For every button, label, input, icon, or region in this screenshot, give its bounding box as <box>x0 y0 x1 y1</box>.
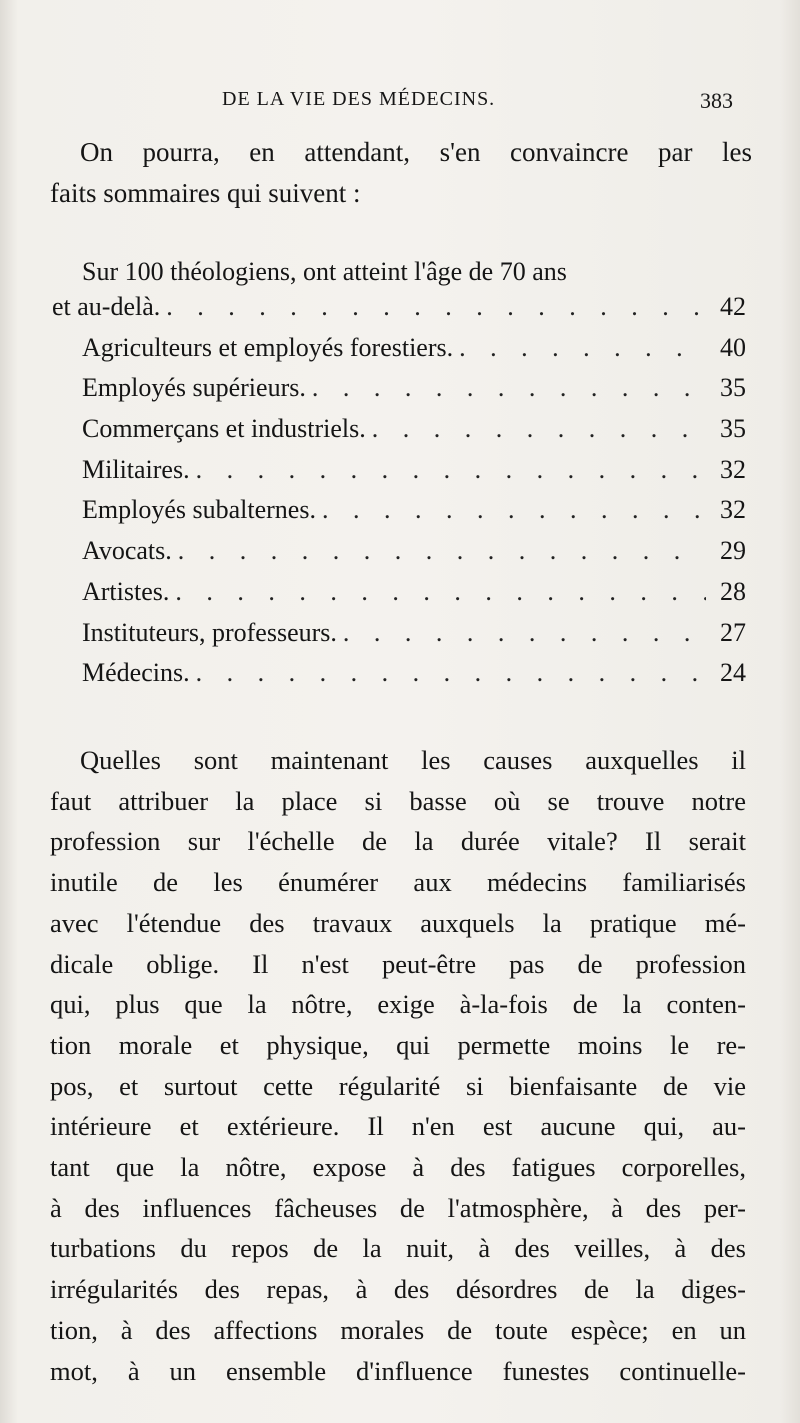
table-row <box>52 373 746 414</box>
body-line: tion, à des affections morales de toute espèce; en un <box>50 1314 746 1345</box>
row-label: Agriculteurs et employés forestiers. <box>82 332 454 362</box>
body-line: dicale oblige. Il n'est peut-être pas de profession <box>50 948 746 979</box>
body-line: Quelles sont maintenant les causes auxquelles il <box>80 745 746 775</box>
leader-dots <box>190 658 706 688</box>
table-row <box>52 536 746 577</box>
row-value: 35 <box>720 373 746 403</box>
body-line: inutile de les énumérer aux médecins familiarisés <box>50 867 746 898</box>
row-label: et au-delà. <box>52 292 161 321</box>
leader-dots <box>453 333 706 363</box>
body-line: turbations du repos de la nuit, à des veilles, à des <box>50 1233 746 1264</box>
table-row <box>52 577 746 618</box>
intro-line-2: faits sommaires qui suivent : <box>50 178 361 208</box>
row-value: 29 <box>720 536 746 566</box>
body-line: pos, et surtout cette régularité si bienfaisante de vie <box>50 1070 746 1101</box>
body-line: avec l'étendue des travaux auxquels la pratique mé- <box>50 907 746 938</box>
body-line: tant que la nôtre, expose à des fatigues corporelles, <box>50 1152 746 1183</box>
row-value: 35 <box>720 414 746 444</box>
table-row <box>52 618 746 659</box>
row-label: Avocats. <box>82 536 172 566</box>
row-value: 32 <box>720 495 746 525</box>
body-line: à des influences fâcheuses de l'atmosphère, à des per- <box>50 1192 746 1223</box>
leader-dots <box>160 292 706 322</box>
body-line: tion morale et physique, qui permette moins le re- <box>50 1029 746 1060</box>
body-line: profession sur l'échelle de la durée vitale? Il serait <box>50 826 746 857</box>
table-heading: Sur 100 théologiens, ont atteint l'âge de 70 ans <box>82 257 567 286</box>
body-line: intérieure et extérieure. Il n'en est aucune qui, au- <box>50 1111 746 1142</box>
row-value: 42 <box>720 292 746 321</box>
row-label: Médecins. <box>82 658 190 688</box>
leader-dots <box>169 577 706 607</box>
table-row <box>52 292 746 333</box>
table-row <box>52 658 746 699</box>
row-value: 28 <box>720 576 746 606</box>
row-label: Artistes. <box>82 576 170 606</box>
leader-dots <box>366 414 706 444</box>
row-label: Instituteurs, professeurs. <box>82 617 337 647</box>
intro-paragraph <box>50 132 752 214</box>
row-label: Employés subalternes. <box>82 495 316 525</box>
table-row <box>52 455 746 496</box>
longevity-table <box>52 252 746 699</box>
body-paragraph <box>50 740 746 1391</box>
table-row <box>52 495 746 536</box>
row-label: Militaires. <box>82 454 190 484</box>
row-label: Commerçans et industriels. <box>82 414 366 444</box>
row-value: 40 <box>720 332 746 362</box>
page-number: 383 <box>700 88 733 113</box>
row-value: 32 <box>720 454 746 484</box>
body-line: faut attribuer la place si basse où se trouve notre <box>50 785 746 816</box>
running-title: DE LA VIE DES MÉDECINS. <box>222 88 496 110</box>
leader-dots <box>306 373 706 403</box>
row-value: 24 <box>720 658 746 688</box>
intro-line-1: On pourra, en attendant, s'en convaincre par les <box>80 137 752 167</box>
table-row <box>52 414 746 455</box>
table-row <box>52 333 746 374</box>
leader-dots <box>172 536 706 566</box>
leader-dots <box>316 495 706 525</box>
leader-dots <box>190 455 706 485</box>
row-label: Employés supérieurs. <box>82 373 306 403</box>
body-line: mot, à un ensemble d'influence funestes continuelle- <box>50 1355 746 1386</box>
leader-dots <box>337 618 706 648</box>
row-value: 27 <box>720 617 746 647</box>
body-line: irrégularités des repas, à des désordres de la diges- <box>50 1274 746 1305</box>
page-header <box>0 84 800 118</box>
body-line: qui, plus que la nôtre, exige à-la-fois de la conten- <box>50 989 746 1020</box>
